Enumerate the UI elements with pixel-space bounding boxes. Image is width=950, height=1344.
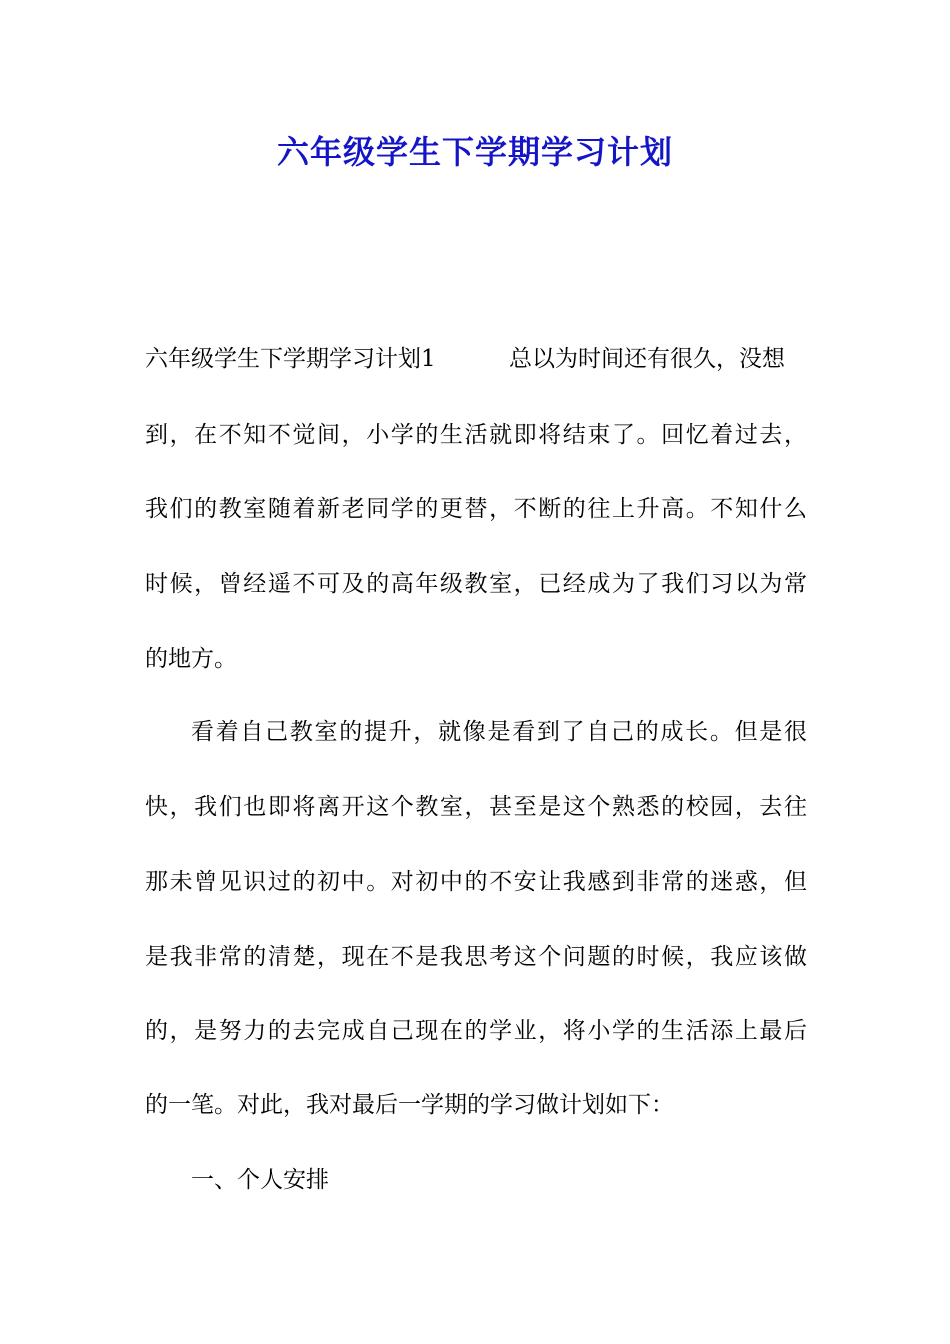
paragraph-line — [145, 344, 807, 374]
paragraph-line: 我们的教室随着新老同学的更替，不断的往上升高。不知什么 — [145, 496, 807, 522]
paragraph-line: 的一笔。对此，我对最后一学期的学习做计划如下： — [145, 1092, 674, 1118]
paragraph-line: 看着自己教室的提升，就像是看到了自己的成长。但是很 — [191, 719, 807, 745]
paragraph-text: 总以为时间还有很久，没想 — [509, 346, 785, 372]
paragraph-line: 是我非常的清楚，现在不是我思考这个问题的时候，我应该做 — [145, 944, 807, 970]
paragraph-line: 的地方。 — [145, 646, 237, 672]
document-title: 六年级学生下学期学习计划 — [276, 133, 673, 171]
paragraph-line: 的，是努力的去完成自己现在的学业，将小学的生活添上最后 — [145, 1018, 807, 1044]
paragraph-line: 快，我们也即将离开这个教室，甚至是这个熟悉的校园，去往 — [145, 794, 807, 820]
paragraph-line: 到，在不知不觉间，小学的生活就即将结束了。回忆着过去， — [145, 422, 807, 448]
section-heading: 六年级学生下学期学习计划1 — [145, 346, 436, 372]
section-heading: 一、个人安排 — [191, 1167, 329, 1193]
paragraph-line: 那未曾见识过的初中。对初中的不安让我感到非常的迷惑，但 — [145, 869, 807, 895]
paragraph-line: 时候，曾经遥不可及的高年级教室，已经成为了我们习以为常 — [145, 571, 807, 597]
